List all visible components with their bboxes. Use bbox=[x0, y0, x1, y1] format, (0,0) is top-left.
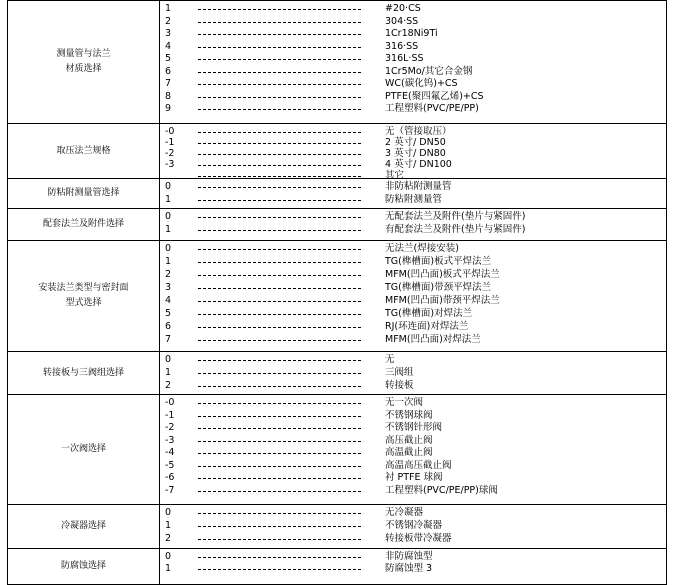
leader-line bbox=[198, 569, 361, 570]
option-code: 6 bbox=[165, 321, 172, 332]
option-row bbox=[8, 563, 668, 575]
option-description: 高压截止阀 bbox=[385, 434, 433, 446]
section-label: 取压法兰规格 bbox=[8, 124, 160, 178]
option-row bbox=[8, 194, 668, 206]
option-description: 防粘附测量管 bbox=[385, 194, 443, 205]
table-section bbox=[7, 0, 667, 124]
option-row bbox=[8, 334, 668, 346]
option-description: 316L·SS bbox=[385, 53, 424, 64]
option-code: 2 bbox=[165, 15, 172, 27]
leader-line bbox=[198, 154, 361, 155]
leader-line bbox=[198, 526, 361, 527]
option-code: -0 bbox=[165, 397, 175, 408]
leader-line bbox=[198, 230, 361, 231]
option-description: TG(榫槽面)带颈平焊法兰 bbox=[385, 282, 492, 293]
option-description: 4 英寸/ DN100 bbox=[385, 159, 452, 170]
option-code: 0 bbox=[165, 354, 172, 365]
leader-line bbox=[198, 478, 361, 479]
section-label: 安装法兰类型与密封面 型式选择 bbox=[8, 241, 160, 351]
option-row bbox=[8, 211, 668, 223]
leader-line bbox=[198, 466, 361, 467]
option-description: 不锈钢针形阀 bbox=[385, 422, 443, 433]
option-code: 7 bbox=[165, 334, 172, 345]
option-code: 1 bbox=[165, 3, 172, 14]
option-row bbox=[8, 53, 668, 65]
option-description: 不锈钢冷凝器 bbox=[385, 520, 443, 531]
option-code: -1 bbox=[165, 409, 175, 421]
option-description: 工程塑料(PVC/PE/PP)球阀 bbox=[385, 484, 498, 496]
option-row bbox=[8, 243, 668, 255]
option-code: 0 bbox=[165, 507, 172, 518]
option-row bbox=[8, 472, 668, 484]
leader-line bbox=[198, 403, 361, 404]
option-code: 1 bbox=[165, 256, 172, 267]
leader-line bbox=[198, 301, 361, 302]
option-row bbox=[8, 103, 668, 115]
option-description: 工程塑料(PVC/PE/PP) bbox=[385, 103, 479, 114]
leader-line bbox=[198, 72, 361, 73]
option-row bbox=[8, 520, 668, 532]
leader-line bbox=[198, 453, 361, 454]
option-row bbox=[8, 551, 668, 563]
leader-line bbox=[198, 187, 361, 188]
leader-line bbox=[198, 275, 361, 276]
option-row bbox=[8, 410, 668, 422]
option-description: TG(榫槽面)对焊法兰 bbox=[385, 308, 473, 319]
leader-line bbox=[198, 97, 361, 98]
leader-line bbox=[198, 416, 361, 417]
option-code: 4 bbox=[165, 295, 172, 306]
leader-line bbox=[198, 288, 361, 289]
leader-line bbox=[198, 314, 361, 315]
option-code: 6 bbox=[165, 65, 172, 77]
section-label: 防腐蚀选择 bbox=[8, 549, 160, 584]
option-row bbox=[8, 3, 668, 15]
option-code: 1 bbox=[165, 563, 172, 574]
leader-line bbox=[198, 84, 361, 85]
table-section bbox=[7, 179, 667, 209]
option-description: 不锈钢球阀 bbox=[385, 409, 433, 421]
option-description: 其它 bbox=[385, 170, 405, 181]
leader-line bbox=[198, 165, 361, 166]
option-description: 2 英寸/ DN50 bbox=[385, 137, 446, 148]
leader-line bbox=[198, 539, 361, 540]
leader-line bbox=[198, 386, 361, 387]
option-row bbox=[8, 422, 668, 434]
option-code: 1 bbox=[165, 367, 172, 378]
option-row bbox=[8, 256, 668, 268]
table-section bbox=[7, 395, 667, 505]
option-description: 高温截止阀 bbox=[385, 447, 433, 458]
option-description: 高温高压截止阀 bbox=[385, 459, 452, 471]
option-code: -2 bbox=[165, 148, 175, 159]
option-description: 非防腐蚀型 bbox=[385, 551, 433, 562]
option-row bbox=[8, 295, 668, 307]
option-row bbox=[8, 78, 668, 90]
leader-line bbox=[198, 59, 361, 60]
option-code: 2 bbox=[165, 269, 172, 280]
option-row bbox=[8, 447, 668, 459]
option-description: RJ(环连面)对焊法兰 bbox=[385, 321, 469, 332]
option-row bbox=[8, 435, 668, 447]
option-row bbox=[8, 224, 668, 236]
section-label: 测量管与法兰 材质选择 bbox=[8, 1, 160, 123]
table-section bbox=[7, 505, 667, 549]
option-description: 304·SS bbox=[385, 15, 419, 27]
option-description: MFM(凹凸面)板式平焊法兰 bbox=[385, 269, 500, 280]
option-code: -4 bbox=[165, 447, 175, 458]
option-code: -6 bbox=[165, 472, 175, 483]
option-row bbox=[8, 16, 668, 28]
option-description: 3 英寸/ DN80 bbox=[385, 148, 446, 159]
leader-line bbox=[198, 491, 361, 492]
leader-line bbox=[198, 9, 361, 10]
leader-line bbox=[198, 200, 361, 201]
section-label: 一次阀选择 bbox=[8, 395, 160, 504]
leader-line bbox=[198, 360, 361, 361]
option-description: PTFE(聚四氟乙烯)+CS bbox=[385, 90, 484, 102]
option-description: 有配套法兰及附件(垫片与紧固件) bbox=[385, 224, 526, 235]
option-row bbox=[8, 28, 668, 40]
option-description: 1Cr18Ni9Ti bbox=[385, 28, 438, 39]
option-code: 1 bbox=[165, 520, 172, 531]
option-code: 3 bbox=[165, 282, 172, 293]
option-code: -1 bbox=[165, 137, 175, 148]
option-code: 0 bbox=[165, 243, 172, 254]
option-code: 0 bbox=[165, 181, 172, 192]
option-code: 5 bbox=[165, 308, 172, 319]
option-code: -7 bbox=[165, 484, 175, 496]
option-row bbox=[8, 41, 668, 53]
leader-line bbox=[198, 441, 361, 442]
leader-line bbox=[198, 47, 361, 48]
option-code: 9 bbox=[165, 103, 172, 114]
leader-line bbox=[198, 373, 361, 374]
option-code: 1 bbox=[165, 224, 172, 235]
option-code: 2 bbox=[165, 380, 172, 391]
leader-line bbox=[198, 176, 361, 177]
option-row bbox=[8, 181, 668, 193]
option-description: 三阀组 bbox=[385, 367, 414, 378]
option-row bbox=[8, 354, 668, 366]
section-label: 防粘附测量管选择 bbox=[8, 179, 160, 208]
option-code: 7 bbox=[165, 78, 172, 89]
option-row bbox=[8, 367, 668, 379]
option-description: 无冷凝器 bbox=[385, 507, 424, 518]
option-code: 0 bbox=[165, 211, 172, 222]
option-description: 转接板 bbox=[385, 380, 414, 391]
option-description: 316·SS bbox=[385, 40, 419, 52]
option-row bbox=[8, 321, 668, 333]
option-description: 无配套法兰及附件(垫片与紧固件) bbox=[385, 211, 526, 222]
option-code: 3 bbox=[165, 28, 172, 39]
option-description: MFM(凹凸面)对焊法兰 bbox=[385, 334, 481, 345]
option-row bbox=[8, 460, 668, 472]
option-row bbox=[8, 507, 668, 519]
option-description: 转接板带冷凝器 bbox=[385, 533, 452, 544]
leader-line bbox=[198, 557, 361, 558]
leader-line bbox=[198, 340, 361, 341]
option-row bbox=[8, 380, 668, 392]
option-row bbox=[8, 91, 668, 103]
leader-line bbox=[198, 132, 361, 133]
option-description: WC(碳化钨)+CS bbox=[385, 78, 458, 89]
option-description: #20·CS bbox=[385, 3, 421, 14]
option-code: 4 bbox=[165, 40, 172, 52]
option-row bbox=[8, 485, 668, 497]
table-section bbox=[7, 124, 667, 179]
leader-line bbox=[198, 428, 361, 429]
leader-line bbox=[198, 513, 361, 514]
option-code: 2 bbox=[165, 533, 172, 544]
option-description: TG(榫槽面)板式平焊法兰 bbox=[385, 256, 492, 267]
option-description: 1Cr5Mo/其它合金钢 bbox=[385, 65, 473, 77]
option-description: 无法兰(焊接安装) bbox=[385, 243, 459, 254]
leader-line bbox=[198, 109, 361, 110]
option-description: 无（管接取压） bbox=[385, 126, 452, 137]
option-row bbox=[8, 269, 668, 281]
section-label: 转接板与三阀组选择 bbox=[8, 352, 160, 394]
leader-line bbox=[198, 22, 361, 23]
table-section bbox=[7, 209, 667, 241]
leader-line bbox=[198, 34, 361, 35]
leader-line bbox=[198, 217, 361, 218]
option-description: 衬 PTFE 球阀 bbox=[385, 472, 443, 483]
option-row bbox=[8, 397, 668, 409]
leader-line bbox=[198, 143, 361, 144]
section-label: 配套法兰及附件选择 bbox=[8, 209, 160, 240]
option-code: -0 bbox=[165, 126, 175, 137]
option-code: 5 bbox=[165, 53, 172, 64]
option-code: -3 bbox=[165, 434, 175, 446]
table-section bbox=[7, 352, 667, 395]
option-description: 防腐蚀型 3 bbox=[385, 563, 433, 574]
leader-line bbox=[198, 262, 361, 263]
option-code: -2 bbox=[165, 422, 175, 433]
option-code: 8 bbox=[165, 90, 172, 102]
option-code: 0 bbox=[165, 551, 172, 562]
option-row bbox=[8, 308, 668, 320]
option-description: 无 bbox=[385, 354, 395, 365]
option-row bbox=[8, 533, 668, 545]
leader-line bbox=[198, 249, 361, 250]
option-row bbox=[8, 66, 668, 78]
option-description: 非防粘附测量管 bbox=[385, 181, 452, 192]
table-section bbox=[7, 549, 667, 585]
table-section bbox=[7, 241, 667, 352]
option-description: 无一次阀 bbox=[385, 397, 424, 408]
option-code: -3 bbox=[165, 159, 175, 170]
option-code: -5 bbox=[165, 459, 175, 471]
option-description: MFM(凹凸面)带颈平焊法兰 bbox=[385, 295, 500, 306]
option-code: 1 bbox=[165, 194, 172, 205]
section-label: 冷凝器选择 bbox=[8, 505, 160, 548]
leader-line bbox=[198, 327, 361, 328]
option-row bbox=[8, 282, 668, 294]
